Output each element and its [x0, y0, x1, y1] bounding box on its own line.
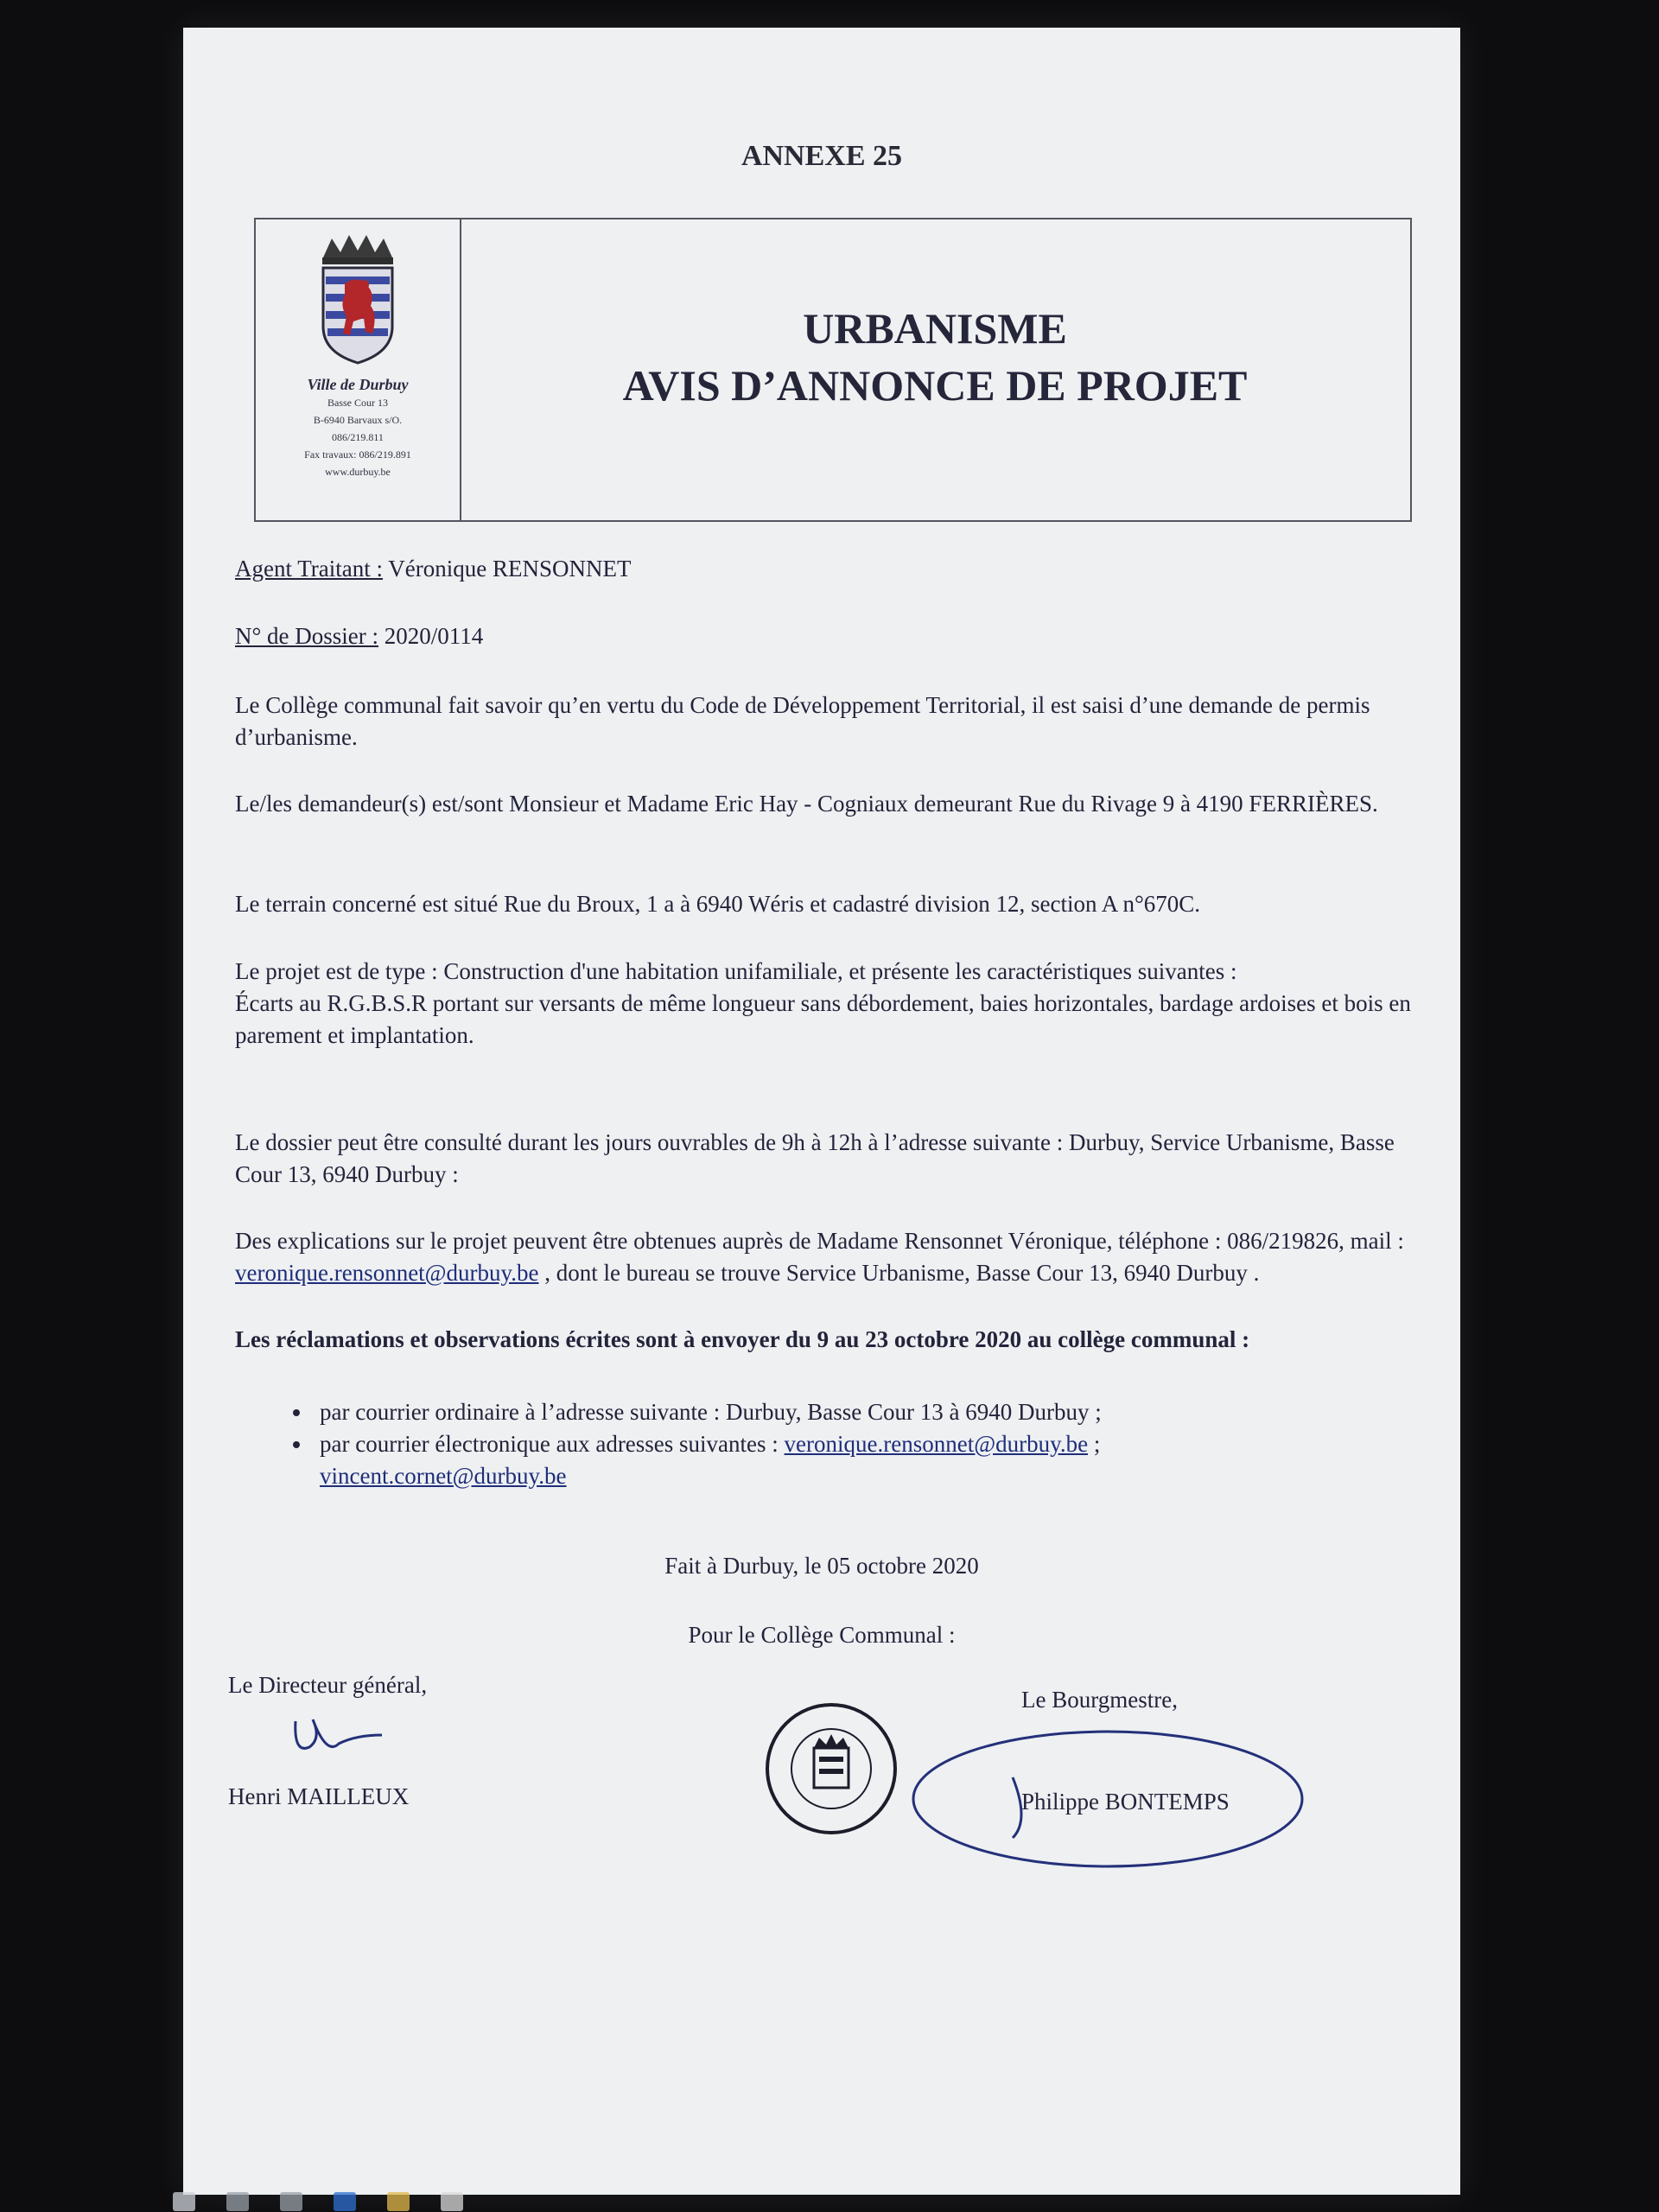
terrain-paragraph: Le terrain concerné est situé Rue du Broux, 1 a à 6940 Wéris et cadastré division 12, section A n°670C. — [235, 891, 1201, 917]
dossier-line — [235, 620, 1436, 652]
email-link-vincent[interactable]: vincent.cornet@durbuy.be — [320, 1463, 567, 1489]
intro-paragraph: Le Collège communal fait savoir qu’en vertu du Code de Développement Territorial, il est saisi d’une demande de permis d’urbanisme. — [235, 692, 1370, 750]
edge-icon[interactable] — [334, 2192, 356, 2211]
director-name: Henri MAILLEUX — [228, 1783, 410, 1809]
search-icon[interactable] — [226, 2192, 249, 2211]
bullet-email: • par courrier électronique aux adresses suivantes : veronique.rensonnet@durbuy.be ; vincent.cornet@durbuy.be — [313, 1428, 1436, 1492]
director-title: Le Directeur général, — [228, 1672, 428, 1698]
logo-website: www.durbuy.be — [325, 466, 391, 478]
agent-value: Véronique RENSONNET — [383, 556, 632, 582]
taskbar — [173, 2190, 778, 2212]
logo-block — [256, 219, 461, 520]
title-line-2: AVIS D’ANNONCE DE PROJET — [622, 361, 1248, 410]
logo-address-1: Basse Cour 13 — [327, 397, 388, 409]
logo-address-2: B-6940 Barvaux s/O. — [313, 414, 403, 426]
logo-city-name: Ville de Durbuy — [307, 376, 409, 393]
title-block — [460, 219, 1410, 520]
for-college: Pour le Collège Communal : — [688, 1622, 956, 1648]
agent-line — [235, 553, 1436, 585]
claims-heading: Les réclamations et observations écrites sont à envoyer du 9 au 23 octobre 2020 au collège communal : — [235, 1326, 1250, 1352]
logo-fax: Fax travaux: 086/219.891 — [304, 448, 411, 461]
email-link-veronique[interactable]: veronique.rensonnet@durbuy.be — [784, 1431, 1089, 1457]
bullet-postal: • par courrier ordinaire à l’adresse suivante : Durbuy, Basse Cour 13 à 6940 Durbuy ; — [313, 1396, 1436, 1428]
header-box — [254, 218, 1412, 522]
start-icon[interactable] — [173, 2192, 195, 2211]
dossier-label: N° de Dossier : — [235, 623, 379, 649]
mayor-name: Philippe BONTEMPS — [1021, 1789, 1230, 1815]
task-view-icon[interactable] — [280, 2192, 302, 2211]
project-characteristics: Écarts au R.G.B.S.R portant sur versants de même longueur sans débordement, baies horizontales, bardage ardoises et bois en parement et implantation. — [235, 990, 1411, 1048]
project-type: Le projet est de type : Construction d'une habitation unifamiliale, et présente les caractéristiques suivantes : — [235, 958, 1237, 984]
explain-text-end: , dont le bureau se trouve Service Urbanisme, Basse Cour 13, 6940 Durbuy . — [538, 1260, 1260, 1286]
consult-paragraph: Le dossier peut être consulté durant les jours ouvrables de 9h à 12h à l’adresse suivante : Durbuy, Service Urbanisme, Basse Cour 13, 6940 Durbuy : — [235, 1129, 1395, 1187]
claims-list — [235, 1396, 1436, 1492]
agent-label: Agent Traitant : — [235, 556, 384, 582]
annex-label: ANNEXE 25 — [741, 140, 903, 172]
explain-email-link[interactable]: veronique.rensonnet@durbuy.be — [235, 1260, 539, 1286]
dossier-value: 2020/0114 — [378, 623, 484, 649]
folder-icon[interactable] — [387, 2192, 410, 2211]
applicant-paragraph: Le/les demandeur(s) est/sont Monsieur et Madame Eric Hay - Cogniaux demeurant Rue du Rivage 9 à 4190 FERRIÈRES. — [235, 791, 1378, 817]
mayor-title: Le Bourgmestre, — [1021, 1687, 1178, 1713]
store-icon[interactable] — [441, 2192, 463, 2211]
project-paragraph — [235, 956, 1436, 1052]
document-page — [183, 28, 1460, 2195]
director-signature-icon — [287, 1713, 391, 1773]
logo-phone: 086/219.811 — [332, 431, 384, 443]
explain-text: Des explications sur le projet peuvent être obtenues auprès de Madame Rensonnet Véronique, téléphone : 086/219826, mail : — [235, 1228, 1404, 1254]
explain-paragraph — [235, 1225, 1436, 1289]
place-date: Fait à Durbuy, le 05 octobre 2020 — [664, 1553, 979, 1579]
municipal-stamp-icon — [762, 1700, 900, 1838]
coat-of-arms-icon — [310, 232, 405, 370]
title-line-1: URBANISME — [803, 304, 1067, 353]
